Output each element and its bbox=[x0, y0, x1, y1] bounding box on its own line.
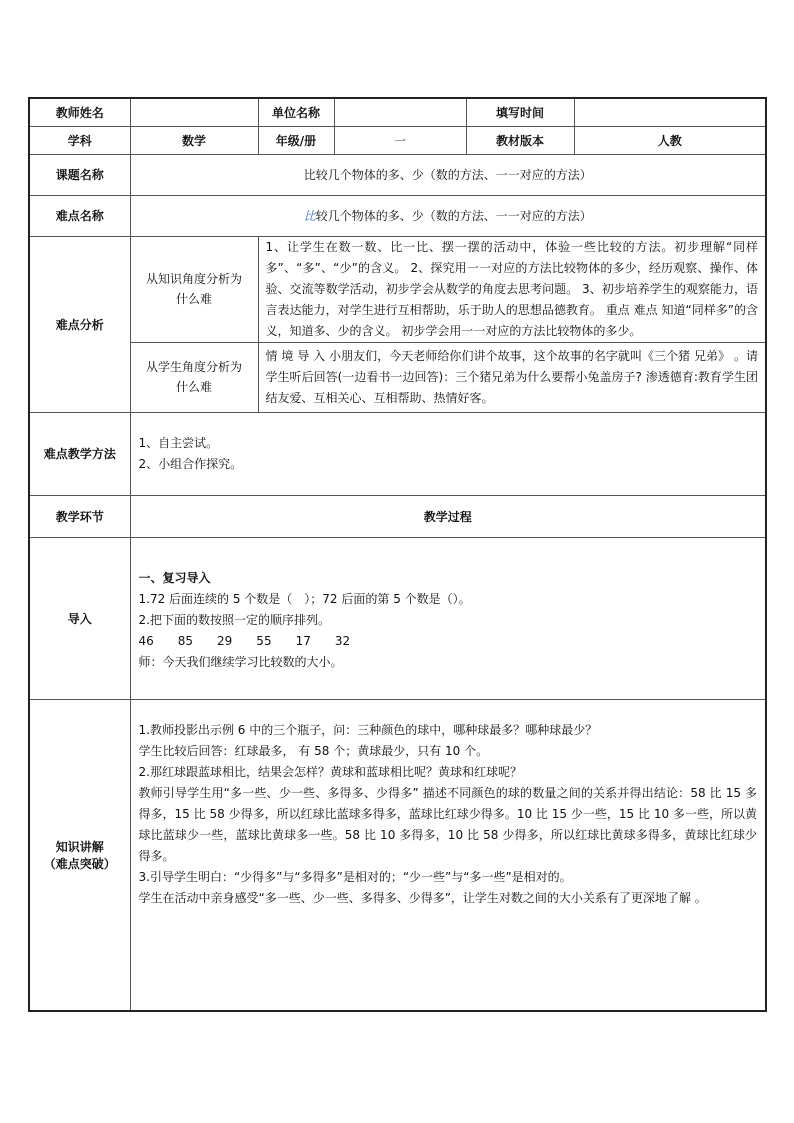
intro-numbers: 46 85 29 55 17 32 bbox=[138, 633, 351, 648]
topic-value: 比较几个物体的多、少（数的方法、一一对应的方法） bbox=[130, 154, 766, 195]
lesson-plan-table bbox=[28, 97, 767, 1012]
intro-heading: 一、复习导入 bbox=[138, 570, 211, 585]
knowledge-paragraph: 1.教师投影出示例 6 中的三个瓶子，问：三种颜色的球中，哪种球最多？哪种球最少？ bbox=[138, 722, 598, 737]
subject-label: 学科 bbox=[29, 126, 130, 154]
row-subject bbox=[29, 126, 766, 154]
row-teacher bbox=[29, 98, 766, 126]
intro-content bbox=[130, 537, 766, 699]
knowledge-paragraph: 3.引导学生明白：“少得多”与“多得多”是相对的；“少一些”与“多一些”是相对的。 bbox=[138, 869, 572, 884]
row-analysis-student bbox=[29, 342, 766, 412]
intro-line: 师：今天我们继续学习比较数的大小。 bbox=[138, 654, 343, 669]
grade-label: 年级/册 bbox=[258, 126, 334, 154]
method-items bbox=[130, 412, 766, 495]
row-topic bbox=[29, 154, 766, 195]
grade-value: 一 bbox=[334, 126, 466, 154]
difficulty-first-char: 比 bbox=[303, 209, 316, 223]
intro-line: 2.把下面的数按照一定的顺序排列。 bbox=[138, 612, 330, 627]
edition-value: 人教 bbox=[574, 126, 766, 154]
topic-label: 课题名称 bbox=[29, 154, 130, 195]
difficulty-label: 难点名称 bbox=[29, 195, 130, 236]
row-knowledge bbox=[29, 699, 766, 1011]
knowledge-angle-text: 1、让学生在数一数、比一比、摆一摆的活动中，体验一些比较的方法。初步理解“同样多”、“多”、“少”的含义。 2、探究用一一对应的方法比较物体的多少，经历观察、操作、体验、交流等数学活动，初步学会从数学的角度去思考问题。 3、初步培养学生的观察能力，语言表达能力，对学生进行互相帮助，乐于助人的思想品德教育。 重点 难点 知道“同样多”的含义，知道多、少的含义。 初步学会用一一对应的方法比较物体的多少。 bbox=[258, 236, 766, 342]
unit-name-label: 单位名称 bbox=[258, 98, 334, 126]
fill-date-label: 填写时间 bbox=[466, 98, 574, 126]
student-angle-text: 情 境 导 入 小朋友们，今天老师给你们讲个故事，这个故事的名字就叫《三个猪 兄弟》 。请学生听后回答(一边看书一边回答)：三个猪兄弟为什么要帮小兔盖房子? 渗透德育:教育学生团结友爱、互相关心、互相帮助、热情好客。 bbox=[258, 342, 766, 412]
knowledge-paragraph: 教师引导学生用“多一些、少一些、多得多、少得多” 描述不同颜色的球的数量之间的关系并得出结论：58 比 15 多得多，15 比 58 少得多，所以红球比蓝球多得多，蓝球比红球少得多。10 比 15 少一些，15 比 10 多一些，所以黄球比蓝球少一些，蓝球比黄球多一些。58 比 10 多得多，10 比 58 少得多，所以红球比黄球多得多，黄球比红球少得多。 bbox=[138, 785, 757, 863]
intro-label: 导入 bbox=[29, 537, 130, 699]
unit-name-value bbox=[334, 98, 466, 126]
knowledge-label-sub: （难点突破） bbox=[43, 856, 116, 871]
stage-header: 教学环节 bbox=[29, 495, 130, 537]
row-method bbox=[29, 412, 766, 495]
method-label: 难点教学方法 bbox=[29, 412, 130, 495]
row-intro bbox=[29, 537, 766, 699]
method-item: 2、小组合作探究。 bbox=[138, 456, 243, 471]
difficulty-rest: 较几个物体的多、少（数的方法、一一对应的方法） bbox=[315, 209, 592, 223]
student-angle-label bbox=[130, 342, 258, 412]
difficulty-value bbox=[130, 195, 766, 236]
knowledge-angle-label bbox=[130, 236, 258, 342]
subject-value: 数学 bbox=[130, 126, 258, 154]
row-analysis-knowledge bbox=[29, 236, 766, 342]
row-process-header bbox=[29, 495, 766, 537]
process-header: 教学过程 bbox=[130, 495, 766, 537]
method-item: 1、自主尝试。 bbox=[138, 435, 219, 450]
knowledge-paragraph: 学生在活动中亲身感受“多一些、少一些、多得多、少得多”，让学生对数之间的大小关系有了更深地了解 。 bbox=[138, 890, 707, 905]
knowledge-paragraph: 2.那红球跟蓝球相比，结果会怎样？黄球和蓝球相比呢？黄球和红球呢？ bbox=[138, 764, 522, 779]
knowledge-angle-label-text: 从知识角度分析为什么难 bbox=[145, 272, 242, 306]
teacher-name-value bbox=[130, 98, 258, 126]
fill-date-value bbox=[574, 98, 766, 126]
analysis-label: 难点分析 bbox=[29, 236, 130, 412]
knowledge-content bbox=[130, 699, 766, 1011]
student-angle-label-text: 从学生角度分析为什么难 bbox=[145, 360, 242, 394]
intro-line: 1.72 后面连续的 5 个数是（ ）；72 后面的第 5 个数是（）。 bbox=[138, 591, 471, 606]
knowledge-label bbox=[29, 699, 130, 1011]
teacher-name-label: 教师姓名 bbox=[29, 98, 130, 126]
edition-label: 教材版本 bbox=[466, 126, 574, 154]
knowledge-label-main: 知识讲解 bbox=[55, 839, 104, 854]
row-difficulty bbox=[29, 195, 766, 236]
knowledge-paragraph: 学生比较后回答：红球最多， 有 58 个；黄球最少，只有 10 个。 bbox=[138, 743, 489, 758]
